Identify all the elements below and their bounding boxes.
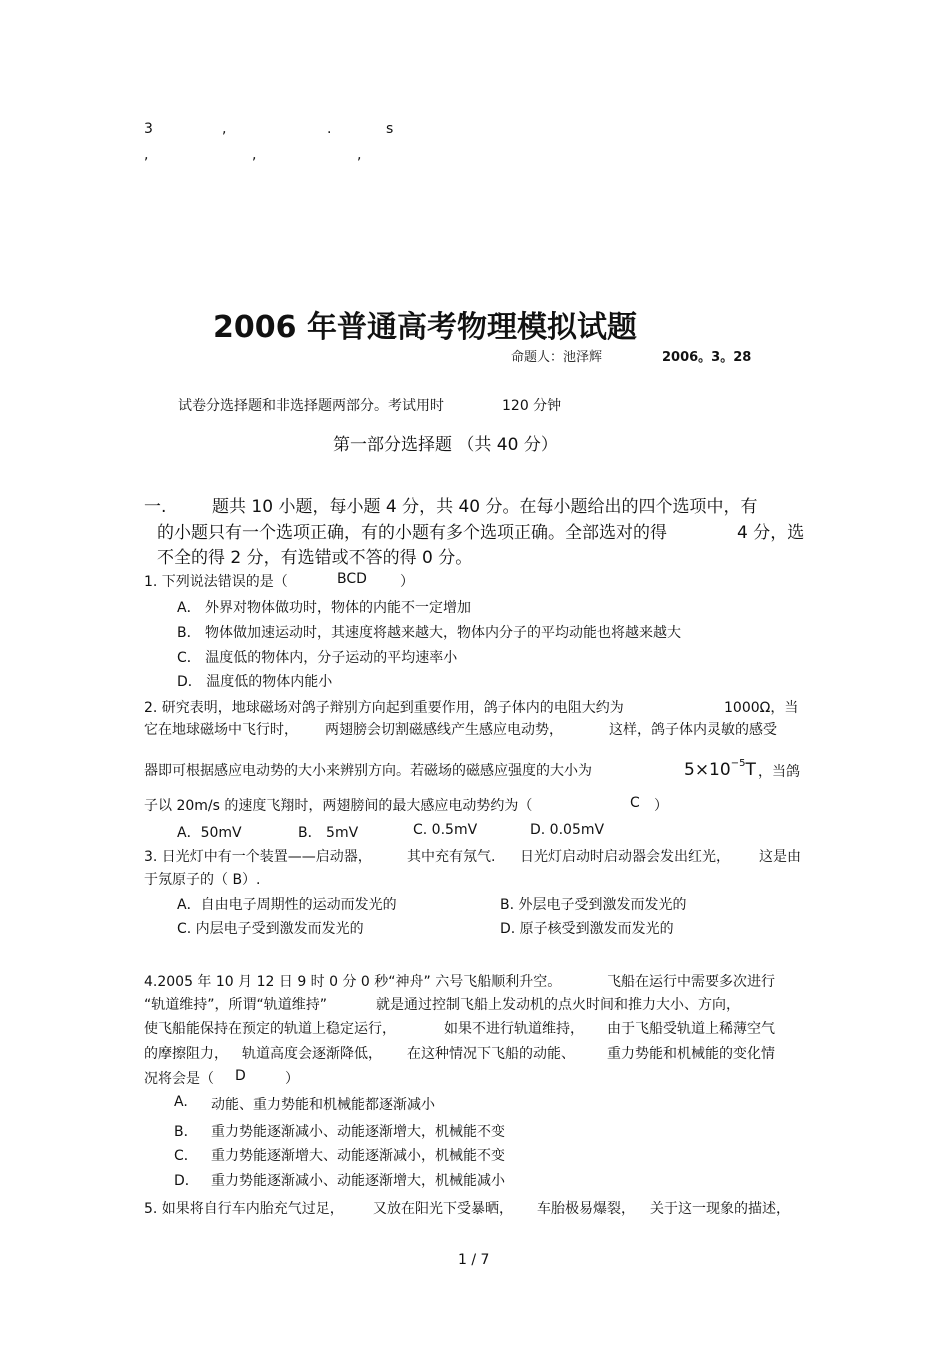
q3-line: 日光灯启动时启动器会发出红光，	[520, 849, 730, 865]
q1-answer: BCD	[337, 571, 367, 587]
q3-option-b: B. 外层电子受到激发而发光的	[500, 897, 687, 913]
q2-answer: C	[630, 795, 640, 811]
q4-line: 在这种情况下飞船的动能、	[407, 1046, 575, 1062]
q5-line: 车胎极易爆裂，	[537, 1201, 635, 1217]
q2-option-a: A．50mV	[177, 825, 242, 841]
q4-option-a: 动能、重力势能和机械能都逐渐减小	[211, 1097, 435, 1113]
q4-line: 轨道高度会逐渐降低，	[242, 1046, 382, 1062]
page-title: 2006 年普通高考物理模拟试题	[213, 310, 637, 345]
q5-line: 5. 如果将自行车内胎充气过足，	[144, 1201, 344, 1217]
header-char: 3	[144, 121, 153, 137]
q4-line: 的摩擦阻力，	[144, 1046, 228, 1062]
q1-option-d: D． 温度低的物体内能小	[177, 674, 333, 690]
q2-line: 器即可根据感应电动势的大小来辨别方向。若磁场的磁感应强度的大小为	[144, 763, 592, 779]
formula-exponent: −5	[730, 758, 746, 769]
q2-line: 1000Ω，当	[724, 700, 799, 716]
instr-line: 的小题只有一个选项正确，有的小题有多个选项正确。全部选对的得	[157, 523, 667, 543]
q4-line: 飞船在运行中需要多次进行	[607, 974, 775, 990]
q4-line: 况将会是（	[144, 1071, 214, 1087]
q4-answer: D	[235, 1068, 246, 1084]
q3-line: 于氖原子的（ B）.	[144, 872, 261, 888]
date: 2006。3。28	[662, 350, 752, 365]
intro-text: 试卷分选择题和非选择题两部分。考试用时	[178, 398, 444, 414]
q4-line: 由于飞船受轨道上稀薄空气	[607, 1021, 775, 1037]
q2-line: 子以 20m/s 的速度飞翔时，两翅膀间的最大感应电动势约为（	[144, 798, 533, 814]
q3-line: 3. 日光灯中有一个装置——启动器，	[144, 849, 372, 865]
q4-option-d-letter: D．	[174, 1173, 199, 1189]
q4-line: 如果不进行轨道维持，	[444, 1021, 584, 1037]
q4-line: 使飞船能保持在预定的轨道上稳定运行，	[144, 1021, 396, 1037]
q1-option-a: A． 外界对物体做功时，物体的内能不一定增加	[177, 600, 472, 616]
q2-option-b: B． 5mV	[298, 825, 359, 841]
q2-option-d: D. 0.05mV	[530, 822, 605, 838]
q5-line: 又放在阳光下受暴晒，	[373, 1201, 513, 1217]
q3-option-c: C. 内层电子受到激发而发光的	[177, 921, 364, 937]
formula-unit: T	[745, 760, 756, 780]
q1-option-c: C． 温度低的物体内，分子运动的平均速率小	[177, 650, 458, 666]
header-char: ,	[144, 147, 149, 163]
q2-line: 2. 研究表明，地球磁场对鸽子辩别方向起到重要作用，鸽子体内的电阻大约为	[144, 700, 624, 716]
author: 命题人：池泽辉	[511, 350, 603, 365]
q4-option-a-letter: A.	[174, 1094, 188, 1110]
q4-option-c: 重力势能逐渐增大、动能逐渐减小，机械能不变	[211, 1148, 505, 1164]
instr-line: 题共 10 小题，每小题 4 分，共 40 分。在每小题给出的四个选项中，有	[212, 497, 758, 517]
q1-close: ）	[400, 574, 414, 590]
q2-line: 两翅膀会切割磁感线产生感应电动势，	[325, 722, 563, 738]
q4-close: ）	[285, 1071, 299, 1087]
instr-line: 4 分，选	[737, 523, 805, 543]
q2-line: ，当鸽	[758, 764, 800, 780]
q3-option-d: D. 原子核受到激发而发光的	[500, 921, 674, 937]
instr-number: 一.	[144, 497, 167, 517]
q4-option-b: 重力势能逐渐减小、动能逐渐增大，机械能不变	[211, 1124, 505, 1140]
q5-line: 关于这一现象的描述，	[650, 1201, 790, 1217]
q4-line: “轨道维持”，所谓“轨道维持”	[144, 997, 328, 1013]
q2-line: 它在地球磁场中飞行时，	[144, 722, 298, 738]
q1-option-b: B． 物体做加速运动时，其速度将越来越大，物体内分子的平均动能也将越来越大	[177, 625, 682, 641]
q2-close: ）	[654, 798, 668, 814]
intro-time: 120 分钟	[502, 398, 562, 414]
header-char: s	[386, 121, 394, 137]
header-char: ,	[222, 121, 227, 137]
formula-base: 5×10	[684, 760, 731, 780]
q4-option-d: 重力势能逐渐减小、动能逐渐增大，机械能减小	[211, 1173, 505, 1189]
q4-line: 就是通过控制飞船上发动机的点火时间和推力大小、方向，	[376, 997, 740, 1013]
q4-line: 4.2005 年 10 月 12 日 9 时 0 分 0 秒“神舟” 六号飞船顺利升空。	[144, 974, 562, 990]
q3-option-a: A．自由电子周期性的运动而发光的	[177, 897, 397, 913]
q2-formula	[684, 758, 756, 780]
instr-line: 不全的得 2 分，有选错或不答的得 0 分。	[157, 548, 473, 568]
section-heading: 第一部分选择题 （共 40 分）	[333, 435, 558, 455]
q3-line: 其中充有氖气.	[407, 849, 496, 865]
header-char: ,	[252, 147, 257, 163]
q4-option-c-letter: C．	[174, 1148, 198, 1164]
q4-option-b-letter: B．	[174, 1124, 198, 1140]
header-char: ,	[357, 147, 362, 163]
page-number: 1 / 7	[458, 1252, 490, 1268]
header-char: .	[327, 121, 332, 137]
q2-line: 这样，鸽子体内灵敏的感受	[609, 722, 777, 738]
q1-stem: 1. 下列说法错误的是（	[144, 574, 288, 590]
q3-line: 这是由	[759, 849, 801, 865]
q4-line: 重力势能和机械能的变化情	[607, 1046, 775, 1062]
q2-option-c: C. 0.5mV	[413, 822, 478, 838]
